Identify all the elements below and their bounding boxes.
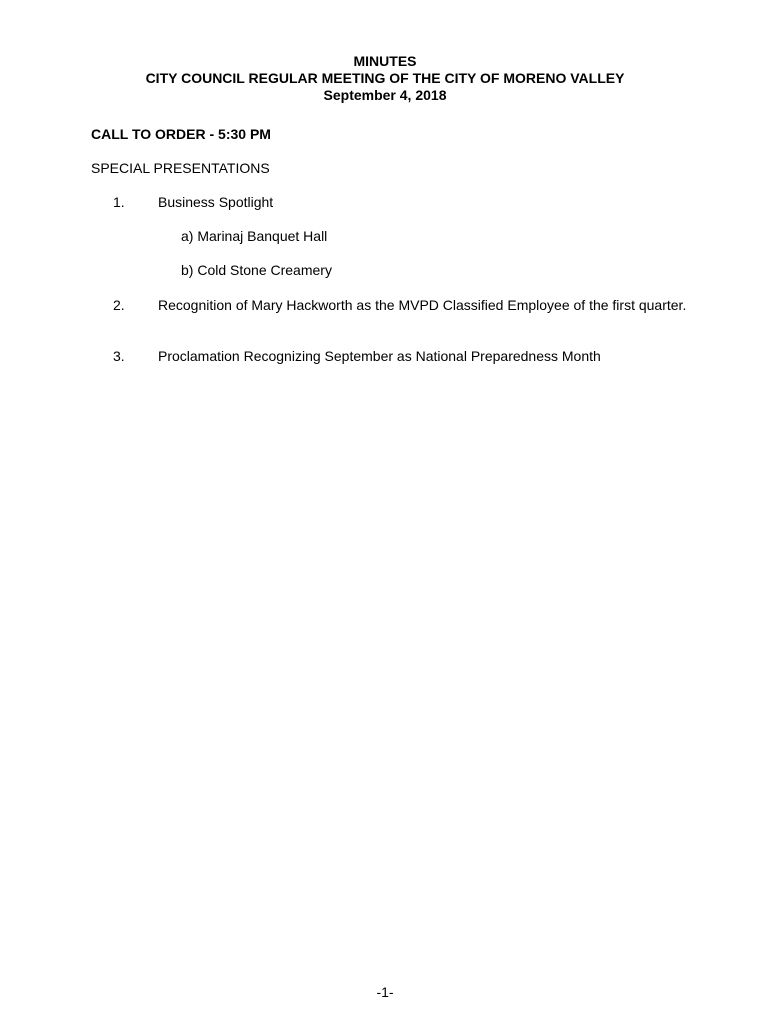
header-date: September 4, 2018 <box>323 87 447 103</box>
header-meeting-name: CITY COUNCIL REGULAR MEETING OF THE CITY OF MORENO VALLEY <box>145 70 625 86</box>
item-number: 1. <box>113 194 125 210</box>
page-number: -1- <box>376 984 394 1000</box>
item-text: Proclamation Recognizing September as National Preparedness Month <box>158 348 601 364</box>
special-presentations-heading: SPECIAL PRESENTATIONS <box>91 160 270 176</box>
document-header <box>0 53 770 104</box>
presentation-sub-item-1a: a) Marinaj Banquet Hall <box>181 228 328 244</box>
item-number: 2. <box>113 297 125 313</box>
presentation-sub-item-1b: b) Cold Stone Creamery <box>181 262 332 278</box>
header-title: MINUTES <box>353 53 417 69</box>
item-number: 3. <box>113 348 125 364</box>
item-text: Business Spotlight <box>158 194 274 210</box>
call-to-order: CALL TO ORDER - 5:30 PM <box>91 126 271 142</box>
item-text: Recognition of Mary Hackworth as the MVPD Classified Employee of the first quarter. <box>158 297 687 313</box>
